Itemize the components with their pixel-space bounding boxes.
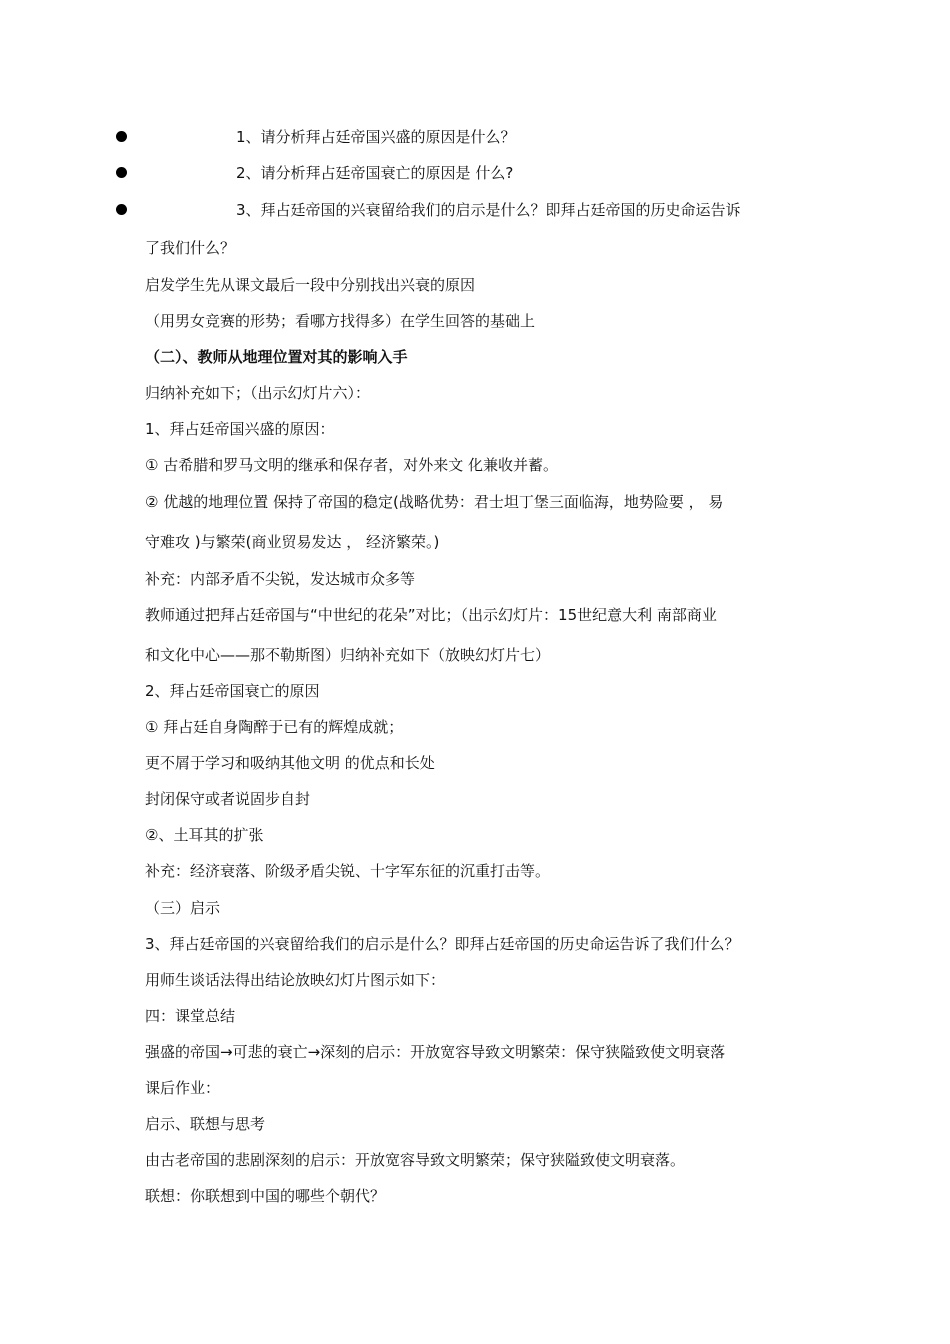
paragraph-line: 1、拜占廷帝国兴盛的原因： (145, 420, 335, 438)
paragraph-line: 守难攻 )与繁荣(商业贸易发达 ， 经济繁荣。) (145, 533, 440, 551)
paragraph-line: 由古老帝国的悲剧深刻的启示：开放宽容导致文明繁荣；保守狭隘致使文明衰落。 (145, 1151, 686, 1169)
paragraph-line: （三）启示 (145, 899, 221, 917)
paragraph-line: 补充：经济衰落、阶级矛盾尖锐、十字军东征的沉重打击等。 (145, 862, 551, 880)
bullet-dot-icon (116, 131, 127, 142)
paragraph-line: 联想：你联想到中国的哪些个朝代？ (145, 1187, 386, 1205)
paragraph-line: 用师生谈话法得出结论放映幻灯片图示如下： (145, 971, 446, 989)
bullet-dot-icon (116, 204, 127, 215)
bullet-item (0, 126, 950, 150)
bullet-text: 2、请分析拜占廷帝国衰亡的原因是 什么? (236, 164, 514, 182)
paragraph-line: 归纳补充如下；（出示幻灯片六）： (145, 384, 371, 402)
bullet-item (0, 162, 950, 186)
bullet-text: 1、请分析拜占廷帝国兴盛的原因是什么？ (236, 128, 516, 146)
paragraph-line: 启发学生先从课文最后一段中分别找出兴衰的原因 (145, 276, 476, 294)
paragraph-line: 封闭保守或者说固步自封 (145, 790, 311, 808)
paragraph-line: 强盛的帝国→可悲的衰亡→深刻的启示：开放宽容导致文明繁荣：保守狭隘致使文明衰落 (145, 1043, 726, 1061)
paragraph-line: ② 优越的地理位置 保持了帝国的稳定(战略优势：君士坦丁堡三面临海，地势险要 ， 易 (145, 493, 724, 511)
bullet-item (0, 199, 950, 223)
paragraph-line: 了我们什么？ (145, 239, 236, 257)
paragraph-line: 2、拜占廷帝国衰亡的原因 (145, 682, 320, 700)
paragraph-line: 四：课堂总结 (145, 1007, 236, 1025)
paragraph-line: 启示、联想与思考 (145, 1115, 266, 1133)
paragraph-line: 和文化中心——那不勒斯图）归纳补充如下（放映幻灯片七） (145, 646, 551, 664)
paragraph-line: （用男女竞赛的形势；看哪方找得多）在学生回答的基础上 (145, 312, 536, 330)
paragraph-line: 补充：内部矛盾不尖锐，发达城市众多等 (145, 570, 416, 588)
paragraph-line: ① 拜占廷自身陶醉于已有的辉煌成就； (145, 718, 404, 736)
paragraph-line: 教师通过把拜占廷帝国与“中世纪的花朵”对比；（出示幻灯片：15世纪意大利 南部商业 (145, 606, 717, 624)
paragraph-line: ②、土耳其的扩张 (145, 826, 264, 844)
paragraph-line: ① 古希腊和罗马文明的继承和保存者，对外来文 化兼收并蓄。 (145, 456, 558, 474)
bullet-dot-icon (116, 167, 127, 178)
section-heading: （二）、教师从地理位置对其的影响入手 (145, 348, 408, 366)
paragraph-line: 3、拜占廷帝国的兴衰留给我们的启示是什么？即拜占廷帝国的历史命运告诉了我们什么？ (145, 935, 740, 953)
paragraph-line: 更不屑于学习和吸纳其他文明 的优点和长处 (145, 754, 435, 772)
paragraph-line: 课后作业： (145, 1079, 221, 1097)
bullet-text: 3、拜占廷帝国的兴衰留给我们的启示是什么？即拜占廷帝国的历史命运告诉 (236, 201, 741, 219)
